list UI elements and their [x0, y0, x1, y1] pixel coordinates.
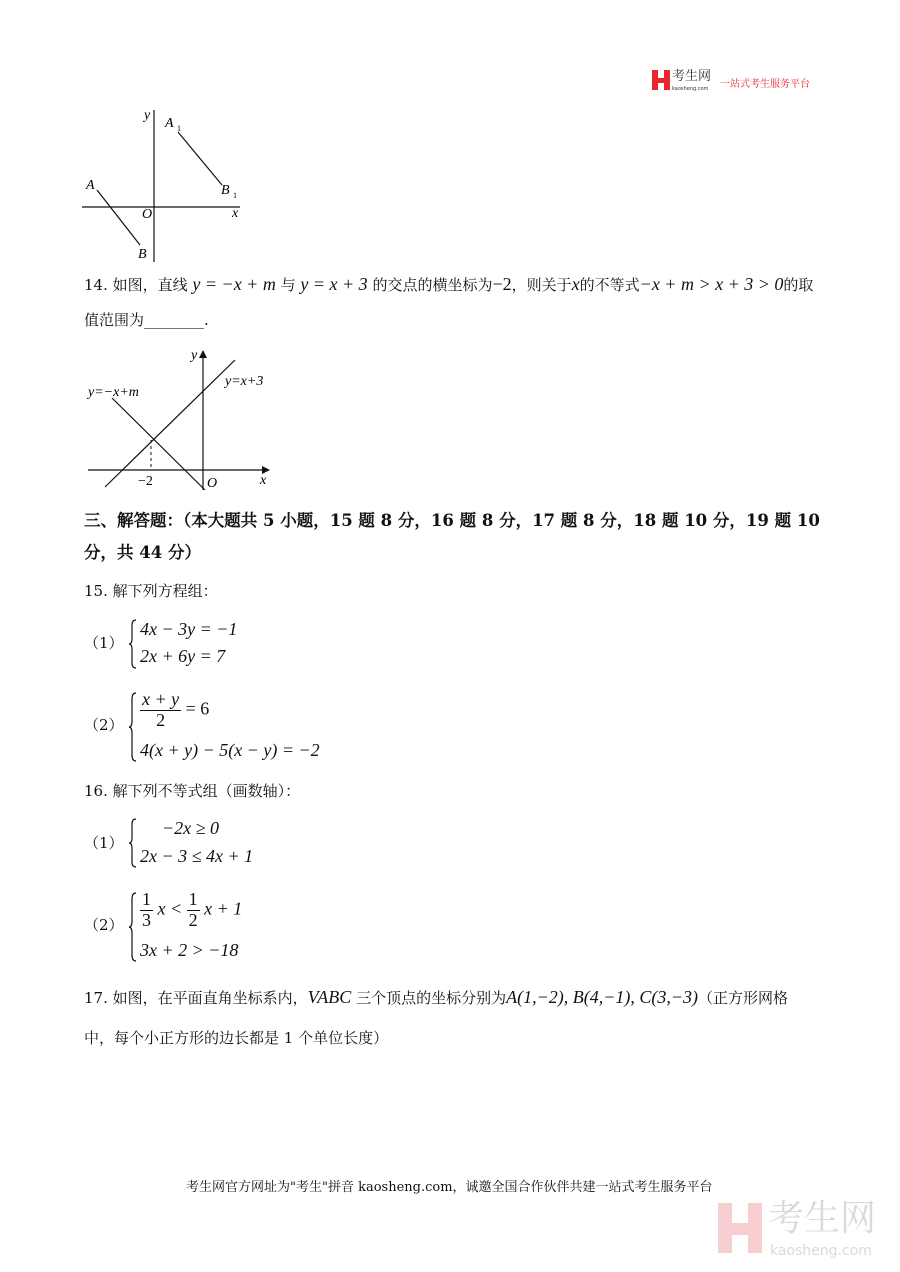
- brace-icon: [128, 818, 138, 868]
- q17-text: （正方形网格: [697, 989, 788, 1007]
- q14-text: 的交点的横坐标为: [372, 276, 493, 294]
- q14-line1: [84, 274, 813, 295]
- watermark-logo-icon: [718, 1203, 762, 1253]
- q15-p2-label: （2）: [84, 716, 124, 734]
- footer-watermark: [718, 1198, 888, 1263]
- label-a1-sub: 1: [177, 124, 181, 133]
- q14-text: 的取: [783, 276, 814, 294]
- q14-text: 14. 如图，直线: [84, 276, 188, 294]
- q16-p2-mid: x <: [157, 898, 183, 919]
- brace-icon: [128, 692, 138, 762]
- q16-p1-eq2: 2x − 3 ≤ 4x + 1: [140, 846, 254, 866]
- label-a: A: [86, 178, 95, 193]
- q17-line1: [84, 987, 788, 1008]
- fraction: [187, 890, 200, 931]
- fraction-denominator: 2: [156, 709, 166, 730]
- label-line2: y=x+3: [225, 374, 264, 389]
- fraction: [140, 690, 181, 731]
- segment-ab: [97, 190, 140, 245]
- fraction-denominator: 3: [142, 909, 151, 930]
- q14-expr3: −2: [492, 274, 512, 294]
- q15-p1-eq2: 2x + 6y = 7: [140, 646, 226, 666]
- q16-title: 16. 解下列不等式组（画数轴）：: [84, 782, 301, 800]
- label-o: O: [142, 207, 153, 222]
- q15-p1-label: （1）: [84, 634, 124, 652]
- fraction-numerator: x + y: [142, 689, 180, 709]
- watermark-sub: kaosheng.com: [770, 1243, 872, 1259]
- label-line1: y=−x+m: [88, 385, 139, 400]
- q14-text: 与: [280, 276, 296, 294]
- q14-expr2: y = x + 3: [300, 274, 368, 294]
- q16-p2-eq2: 3x + 2 > −18: [140, 940, 239, 960]
- q17-text: 17. 如图，在平面直角坐标系内，: [84, 989, 308, 1007]
- label-x: x: [260, 473, 267, 488]
- section-heading-line1: 三、解答题：（本大题共 5 小题，15 题 8 分，16 题 8 分，17 题 8 分，18 题 10 分，19 题 10: [84, 511, 820, 530]
- footer-text: 考生网官方网址为"考生"拼音 kaosheng.com，诚邀全国合作伙伴共建一站式考生服务平台: [186, 1180, 713, 1195]
- q16-p2-eq1: [140, 890, 242, 931]
- label-x: x: [232, 206, 239, 221]
- label-y: y: [144, 108, 151, 123]
- fraction: [140, 890, 153, 931]
- q17-coords: A(1,−2), B(4,−1), C(3,−3): [506, 987, 698, 1007]
- brace-icon: [128, 892, 138, 962]
- q16-p1-label: （1）: [84, 834, 124, 852]
- label-o: O: [207, 476, 218, 491]
- q15-p2-eq2: 4(x + y) − 5(x − y) = −2: [140, 740, 320, 760]
- header-logo: [652, 70, 712, 94]
- section-heading-line2: 分，共 44 分）: [84, 543, 201, 562]
- fraction-denominator: 2: [188, 909, 198, 930]
- q14-text: ，则关于: [511, 276, 572, 294]
- q16-p1-eq1: −2x ≥ 0: [162, 818, 220, 838]
- figure-2: [0, 340, 300, 500]
- q15-title: 15. 解下列方程组：: [84, 582, 218, 600]
- line-neg-x-plus-m: [112, 398, 205, 490]
- q17-line2: 中，每个小正方形的边长都是 1 个单位长度）: [84, 1029, 389, 1047]
- q14-expr1: y = −x + m: [192, 274, 276, 294]
- segment-a1b1: [178, 132, 222, 185]
- label-b1: B: [221, 183, 230, 198]
- label-neg2: −2: [138, 474, 153, 489]
- q15-p2-eq1-rest: = 6: [185, 698, 210, 719]
- fraction-numerator: 1: [142, 889, 151, 909]
- q17-triangle: VABC: [307, 987, 352, 1007]
- label-b1-sub: 1: [233, 191, 237, 200]
- label-a1: A: [165, 116, 174, 131]
- q16-p2-label: （2）: [84, 916, 124, 934]
- label-y: y: [191, 348, 198, 363]
- q15-p2-eq1: [140, 690, 209, 731]
- brace-icon: [128, 619, 138, 669]
- q14-expr4: −x + m > x + 3 > 0: [639, 274, 784, 294]
- q14-line2: 值范围为________.: [84, 311, 209, 329]
- header-tagline: 一站式考生服务平台: [720, 79, 810, 90]
- line-x-plus-3: [105, 360, 235, 487]
- logo-sub: kaosheng.com: [672, 86, 709, 92]
- watermark-text: 考生网: [768, 1198, 877, 1239]
- fraction-numerator: 1: [188, 889, 198, 909]
- logo-text: 考生网: [672, 69, 712, 84]
- q15-p1-eq1: 4x − 3y = −1: [140, 619, 238, 639]
- y-arrow-icon: [199, 350, 207, 358]
- q17-text: 三个顶点的坐标分别为: [356, 989, 507, 1007]
- label-b: B: [138, 247, 147, 262]
- figure-1: [0, 100, 300, 270]
- logo-mark-icon: [652, 70, 670, 90]
- q16-p2-end: x + 1: [204, 898, 243, 919]
- q14-text: 的不等式: [579, 276, 640, 294]
- q14-var: x: [571, 274, 580, 294]
